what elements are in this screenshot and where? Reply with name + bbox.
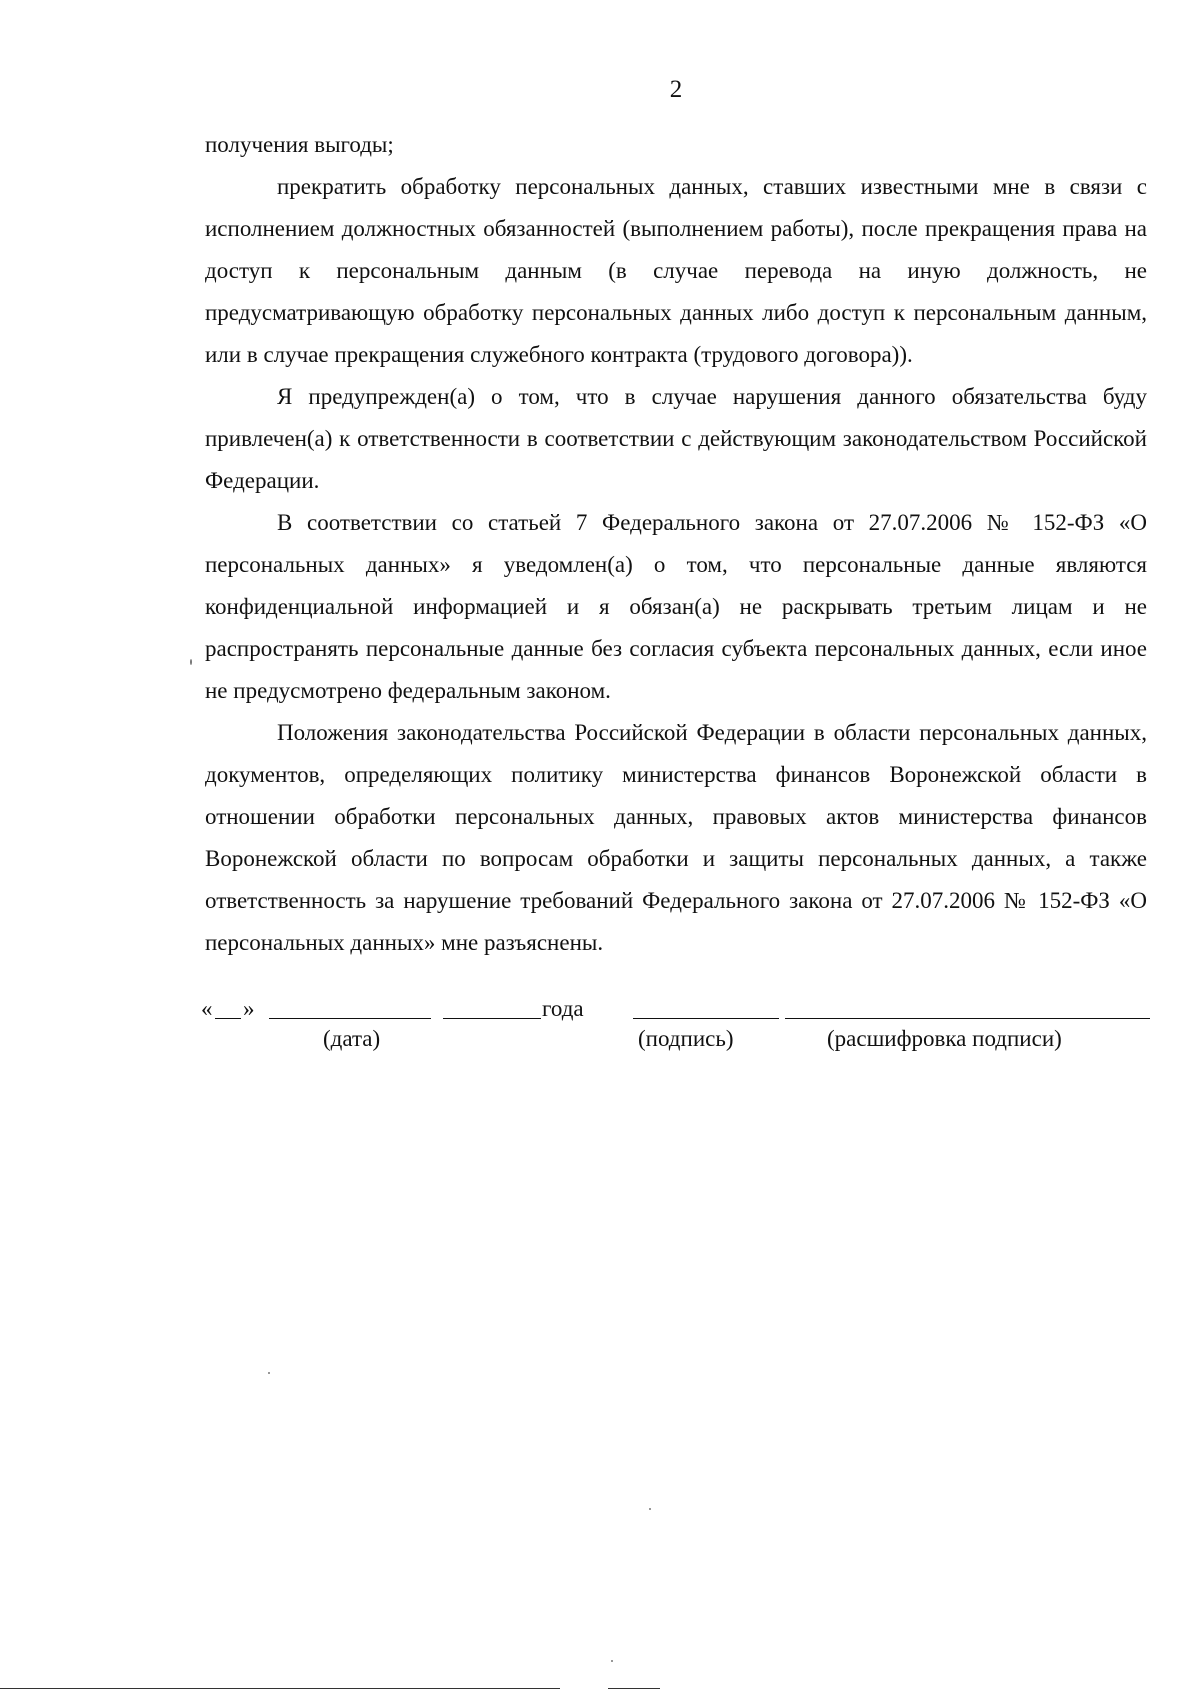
scan-speck — [649, 1508, 651, 1510]
paragraph-provisions: Положения законодательства Российской Федерации в области персональных данных, документов, определяющих политику министерства финансов Воронежской области в отношении обработки персональных данных, правовых актов министерства финансов Воронежской области по вопросам обработки и защиты персональных данных, а также ответственность за нарушение требований Федерального закона от 27.07.2006 № 152-ФЗ «О персональных данных» мне разъяснены. — [205, 720, 1147, 955]
scan-bottom-edge-line — [0, 1688, 560, 1689]
document-body — [205, 124, 1147, 964]
decoding-blank-line — [785, 1018, 1150, 1019]
signature-caption: (подпись) — [638, 1026, 734, 1051]
paragraph-continuation: получения выгоды; — [205, 132, 394, 157]
scan-speck — [268, 1372, 270, 1374]
date-caption: (дата) — [323, 1026, 381, 1051]
paragraph-article-7: В соответствии со статьей 7 Федерального закона от 27.07.2006 № 152-ФЗ «О персональных данных» я уведомлен(а) о том, что персональные данные являются конфиденциальной информацией и я обязан(а) не раскрывать третьим лицам и не распространять персональные данные без согласия субъекта персональных данных, если иное не предусмотрено федеральным законом. — [205, 510, 1147, 703]
paragraph-stop-processing: прекратить обработку персональных данных, ставших известными мне в связи с исполнением должностных обязанностей (выполнением работы), после прекращения права на доступ к персональным данным (в случае перевода на иную должность, не предусматривающую обработку персональных данных либо доступ к персональным данным, или в случае прекращения служебного контракта (трудового договора)). — [205, 174, 1147, 367]
month-blank-line — [269, 1018, 431, 1019]
decoding-caption: (расшифровка подписи) — [827, 1026, 1062, 1051]
day-blank-line — [215, 1018, 241, 1019]
paragraph-warning: Я предупрежден(а) о том, что в случае нарушения данного обязательства буду привлечен(а) к ответственности в соответствии с действующим законодательством Российской Федерации. — [205, 384, 1147, 493]
page-number: 2 — [669, 76, 683, 103]
scan-speck — [611, 1660, 613, 1662]
year-blank-line — [443, 1018, 541, 1019]
scan-bottom-edge-line — [608, 1688, 660, 1689]
date-open-quote: « — [201, 996, 213, 1021]
scan-speck — [190, 659, 192, 665]
signature-blank-line — [633, 1018, 779, 1019]
year-word: года — [542, 996, 584, 1021]
date-close-quote: » — [243, 996, 255, 1021]
